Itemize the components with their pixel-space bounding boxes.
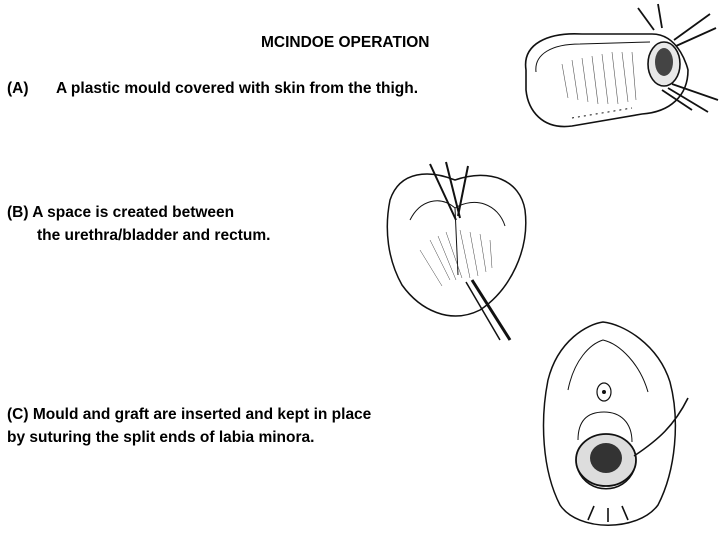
mould-with-graft-illustration xyxy=(512,0,720,140)
step-b-caption xyxy=(7,201,270,247)
step-a-text: A plastic mould covered with skin from the thigh. xyxy=(56,80,418,97)
step-c-caption xyxy=(7,403,371,449)
step-a-label: (A) xyxy=(7,80,29,97)
step-c-line-1: (C) Mould and graft are inserted and kept in place xyxy=(7,406,372,423)
dissection-space-illustration xyxy=(360,160,550,345)
step-c-line-2: by suturing the split ends of labia minora. xyxy=(7,429,315,446)
page-title: MCINDOE OPERATION xyxy=(261,34,430,51)
step-b-line-2: the urethra/bladder and rectum. xyxy=(37,227,271,244)
step-b-line-1: (B) A space is created between xyxy=(7,204,235,221)
mould-inserted-illustration xyxy=(508,320,720,540)
